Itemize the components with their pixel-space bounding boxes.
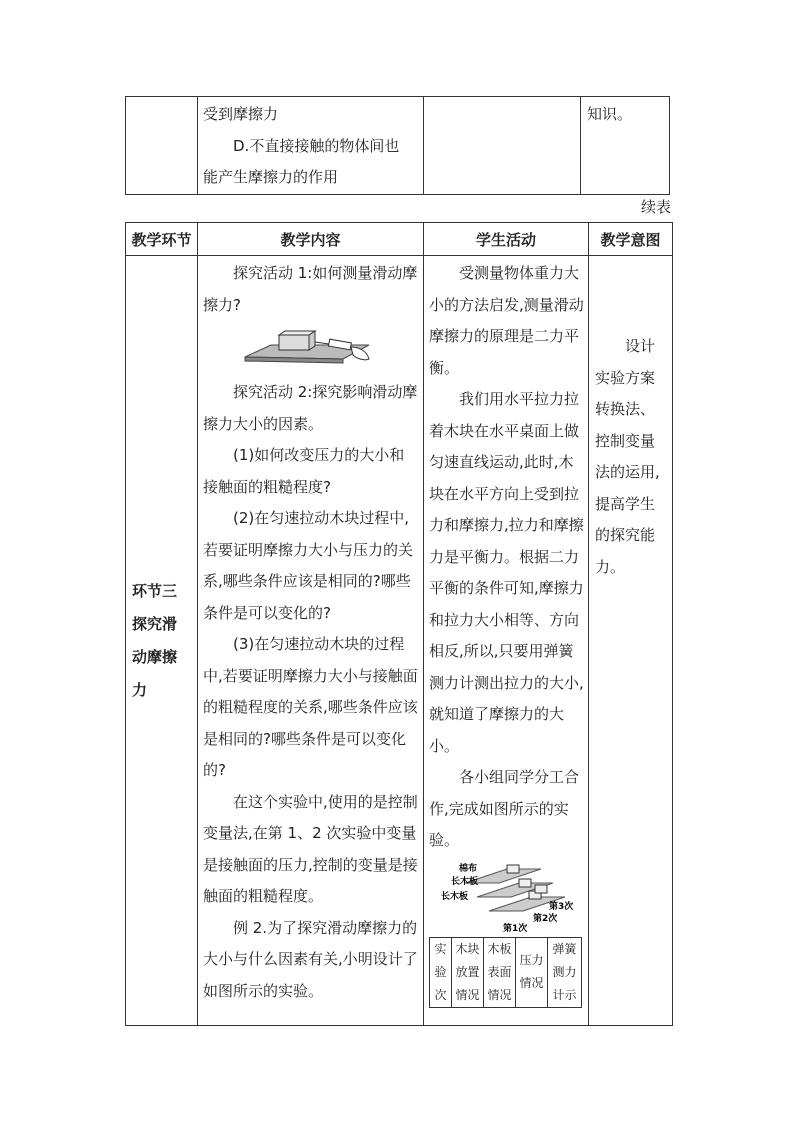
content-paragraph: (1)如何改变压力的大小和接触面的粗糙程度? <box>203 446 405 496</box>
data-table <box>429 937 582 1008</box>
main-table <box>125 222 673 1026</box>
header-activity: 学生活动 <box>424 223 589 256</box>
data-table-header: 压力情况 <box>516 937 548 1007</box>
continued-label: 续表 <box>641 198 672 216</box>
top-content-line: 能产生摩擦力的作用 <box>203 168 339 186</box>
content-paragraph: 探究活动 2:探究影响滑动摩擦力大小的因素。 <box>203 383 418 433</box>
data-table-header: 弹簧测力计示 <box>548 937 582 1007</box>
top-content-line: 受到摩擦力 <box>203 105 279 123</box>
activity-paragraph: 我们用水平拉力拉着木块在水平桌面上做匀速直线运动,此时,木块在水平方向上受到拉力和摩擦力,拉力和摩擦力是平衡力。根据二力平衡的条件可知,摩擦力和拉力大小相等、方向相反,所以,只要用弹簧测力计测出拉力的大小,就知道了摩擦力的大小。 <box>429 390 584 755</box>
content-paragraph: (3)在匀速拉动木块的过程中,若要证明摩擦力大小与接触面的粗糙程度的关系,哪些条件应该是相同的?哪些条件是可以变化的? <box>203 635 418 779</box>
section-name: 环节三探究滑动摩擦力 <box>132 581 178 699</box>
label-cotton: 棉布 <box>458 863 477 874</box>
content-paragraph: 探究活动 1:如何测量滑动摩擦力? <box>203 264 418 314</box>
label-board-1: 长木板 <box>450 876 478 887</box>
section-name-cell <box>126 256 198 1026</box>
content-paragraph: (2)在匀速拉动木块过程中,若要证明摩擦力大小与压力的关系,哪些条件应该是相同的?哪些条件是可以变化的? <box>203 509 414 622</box>
content-paragraph: 在这个实验中,使用的是控制变量法,在第 1、2 次实验中变量是接触面的压力,控制的变量是接触面的粗糙程度。 <box>203 792 418 905</box>
top-content-line: D.不直接接触的物体间也 <box>233 136 400 155</box>
data-table-header: 木块放置情况 <box>452 937 484 1007</box>
label-trial-1: 第1次 <box>502 923 527 933</box>
content-paragraph: 例 2.为了探究滑动摩擦力的大小与什么因素有关,小明设计了如图所示的实验。 <box>203 918 418 1000</box>
label-board-2: 长木板 <box>440 891 468 902</box>
intent-text: 设计实验方案转换法、控制变量法的运用,提高学生的探究能力。 <box>595 337 660 576</box>
experiment-figure <box>437 861 577 933</box>
label-trial-3: 第3次 <box>548 901 573 912</box>
top-intent-text: 知识。 <box>587 105 633 123</box>
top-activity-cell <box>424 97 581 195</box>
top-section-cell <box>126 97 198 195</box>
activity-paragraph: 各小组同学分工合作,完成如图所示的实验。 <box>429 768 580 849</box>
top-table <box>125 96 670 195</box>
header-section: 教学环节 <box>126 223 198 256</box>
header-content: 教学内容 <box>198 223 424 256</box>
header-intent: 教学意图 <box>589 223 673 256</box>
spring-scale-figure <box>241 325 381 373</box>
label-trial-2: 第2次 <box>532 913 557 924</box>
intent-cell <box>589 256 673 1026</box>
top-content-cell <box>198 97 424 195</box>
data-table-header: 木板表面情况 <box>484 937 516 1007</box>
activity-paragraph: 受测量物体重力大小的方法启发,测量滑动摩擦力的原理是二力平衡。 <box>429 264 584 377</box>
content-cell <box>198 256 424 1026</box>
data-table-header: 实验次 <box>430 937 452 1007</box>
activity-cell <box>424 256 589 1026</box>
top-intent-cell <box>581 97 670 195</box>
